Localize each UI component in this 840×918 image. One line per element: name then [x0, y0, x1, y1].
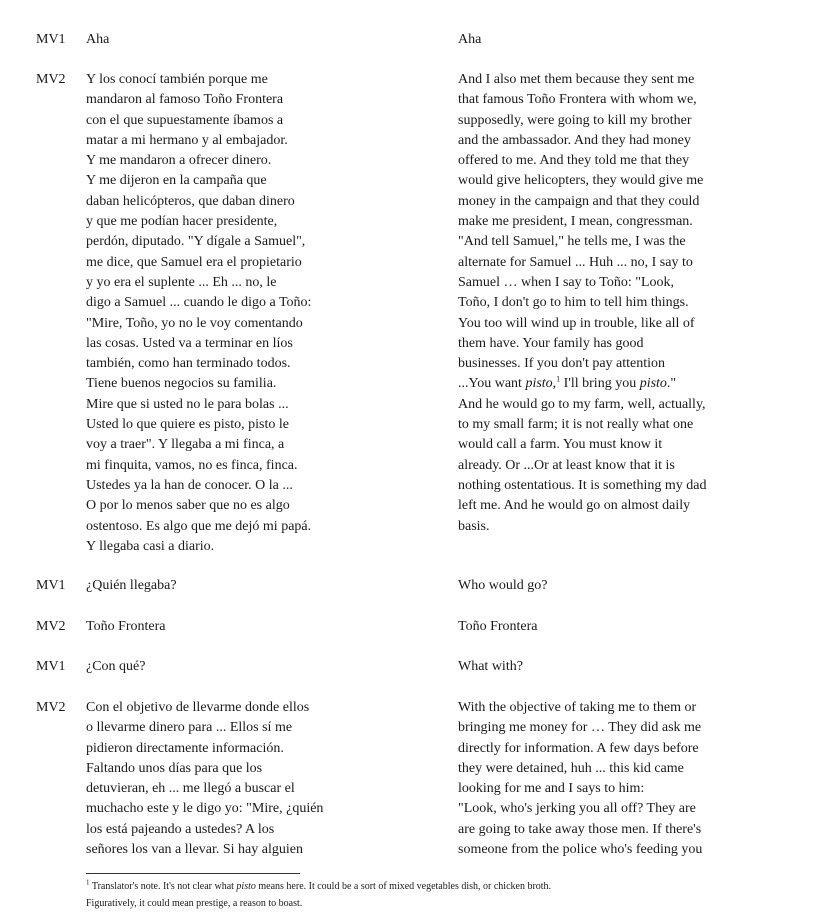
- text-line: Y llegaba casi a diario.: [86, 538, 215, 554]
- text-line: ...You want pisto,$^1$ I'll bring you pisto.": [458, 374, 677, 392]
- spanish-text: [86, 70, 311, 557]
- speaker-label: MV2: [36, 619, 66, 634]
- text-line: Y los conocí también porque me: [86, 72, 268, 87]
- text-line: y yo era el suplente ... Eh ... no, le: [86, 274, 277, 290]
- text-line: someone from the police who's feeding you: [458, 842, 703, 858]
- text-line: Toño Frontera: [458, 619, 538, 634]
- english-text: [458, 617, 538, 637]
- text-line: would give helicopters, they would give me: [458, 173, 704, 189]
- text-line: Toño, I don't go to him to tell him things.: [458, 295, 689, 311]
- text-line: mi finquita, vamos, no es finca, finca.: [86, 457, 298, 473]
- text-line: nothing ostentatious. It is something my dad: [458, 477, 707, 493]
- text-line: offered to me. And they told me that they: [458, 153, 690, 169]
- footnote: [86, 878, 806, 912]
- footnote-rule: [86, 873, 300, 874]
- text-line: What with?: [458, 659, 523, 674]
- text-line: pidieron directamente información.: [86, 740, 284, 756]
- text-line: With the objective of taking me to them or: [458, 700, 697, 715]
- english-text: [458, 657, 523, 677]
- text-line: y que me podían hacer presidente,: [86, 214, 278, 230]
- text-line: alternate for Samuel ... Huh ... no, I say to: [458, 254, 693, 270]
- text-line: digo a Samuel ... cuando le digo a Toño:: [86, 295, 312, 311]
- text-line: Y me dijeron en la campaña que: [86, 173, 267, 189]
- text-line: con el que supuestamente íbamos a: [86, 112, 284, 128]
- text-line: Tiene buenos negocios su familia.: [86, 376, 277, 392]
- text-line: they were detained, huh ... this kid came: [458, 760, 684, 776]
- text-line: voy a traer". Y llegaba a mi finca, a: [86, 437, 285, 453]
- text-line: Faltando unos días para que los: [86, 760, 263, 776]
- text-line: daban helicópteros, que daban dinero: [86, 193, 295, 209]
- text-line: Toño Frontera: [86, 619, 166, 634]
- text-line: Aha: [86, 32, 110, 47]
- text-line: perdón, diputado. "Y dígale a Samuel",: [86, 234, 306, 250]
- text-line: detuvieran, eh ... me llegó a buscar el: [86, 781, 295, 797]
- text-line: Usted lo que quiere es pisto, pisto le: [86, 417, 289, 433]
- text-line: mandaron al famoso Toño Frontera: [86, 92, 284, 108]
- spanish-text: [86, 698, 323, 860]
- spanish-text: [86, 617, 166, 637]
- text-line: Con el objetivo de llevarme donde ellos: [86, 700, 310, 715]
- text-line: matar a mi hermano y al embajador.: [86, 132, 288, 148]
- text-line: bringing me money for … They did ask me: [458, 720, 702, 736]
- text-line: "Mire, Toño, yo no le voy comentando: [86, 315, 303, 331]
- text-line: left me. And he would go on almost daily: [458, 498, 691, 514]
- text-line: make me president, I mean, congressman.: [458, 214, 693, 230]
- text-line: Who would go?: [458, 578, 548, 593]
- text-line: looking for me and I says to him:: [458, 781, 645, 797]
- text-line: "Look, who's jerking you all off? They are: [458, 801, 696, 817]
- text-line: And he would go to my farm, well, actually,: [458, 396, 706, 412]
- text-line: would call a farm. You must know it: [458, 437, 663, 453]
- text-line: Samuel … when I say to Toño: "Look,: [458, 274, 675, 290]
- english-text: [458, 70, 707, 537]
- text-line: supposedly, were going to kill my brother: [458, 112, 692, 128]
- text-line: directly for information. A few days before: [458, 740, 699, 756]
- text-line: también, como han terminado todos.: [86, 356, 291, 372]
- text-line: businesses. If you don't pay attention: [458, 356, 666, 372]
- text-line: o llevarme dinero para ... Ellos sí me: [86, 720, 293, 736]
- text-line: Aha: [458, 32, 482, 47]
- text-line: are going to take away those men. If there's: [458, 821, 702, 837]
- english-text: [458, 30, 481, 50]
- text-line: muchacho este y le digo yo: "Mire, ¿quién: [86, 801, 324, 817]
- text-line: And I also met them because they sent me: [458, 72, 695, 87]
- spanish-text: [86, 576, 177, 596]
- speaker-label: MV1: [36, 659, 66, 674]
- text-line: Mire que si usted no le para bolas ...: [86, 396, 289, 412]
- text-line: basis.: [458, 518, 490, 534]
- text-line: "And tell Samuel," he tells me, I was the: [458, 234, 686, 250]
- text-line: to my small farm; it is not really what one: [458, 417, 694, 433]
- text-line: ostentoso. Es algo que me dejó mi papá.: [86, 518, 312, 534]
- text-line: money in the campaign and that they could: [458, 193, 700, 209]
- text-line: Y me mandaron a ofrecer dinero.: [86, 153, 272, 169]
- speaker-label: MV2: [36, 72, 66, 87]
- english-text: [458, 698, 702, 860]
- text-line: O por lo menos saber que no es algo: [86, 498, 290, 514]
- text-line: ¿Quién llegaba?: [86, 578, 177, 593]
- speaker-label: MV2: [36, 700, 66, 715]
- text-line: Ustedes ya la han de conocer. O la ...: [86, 477, 293, 493]
- text-line: already. Or ...Or at least know that it is: [458, 457, 675, 473]
- footnote-line: $^1$ Translator's note. It's not clear what pisto means here. It could be a sort of mixed vegetables dish, or chicken broth.: [86, 878, 552, 892]
- text-line: them have. Your family has good: [458, 335, 644, 351]
- spanish-text: [86, 657, 145, 677]
- text-line: los está pajeando a ustedes? A los: [86, 821, 275, 837]
- spanish-text: [86, 30, 109, 50]
- text-line: ¿Con qué?: [86, 659, 146, 674]
- speaker-label: MV1: [36, 32, 66, 47]
- text-line: You too will wind up in trouble, like all of: [458, 315, 695, 331]
- text-line: that famous Toño Frontera with whom we,: [458, 92, 697, 108]
- speaker-label: MV1: [36, 578, 66, 593]
- text-line: las cosas. Usted va a terminar en líos: [86, 335, 293, 351]
- footnote-line: Figuratively, it could mean prestige, a reason to boast.: [86, 898, 303, 909]
- text-line: señores los van a llevar. Si hay alguien: [86, 842, 303, 858]
- text-line: me dice, que Samuel era el propietario: [86, 254, 302, 270]
- text-line: and the ambassador. And they had money: [458, 132, 691, 148]
- english-text: [458, 576, 547, 596]
